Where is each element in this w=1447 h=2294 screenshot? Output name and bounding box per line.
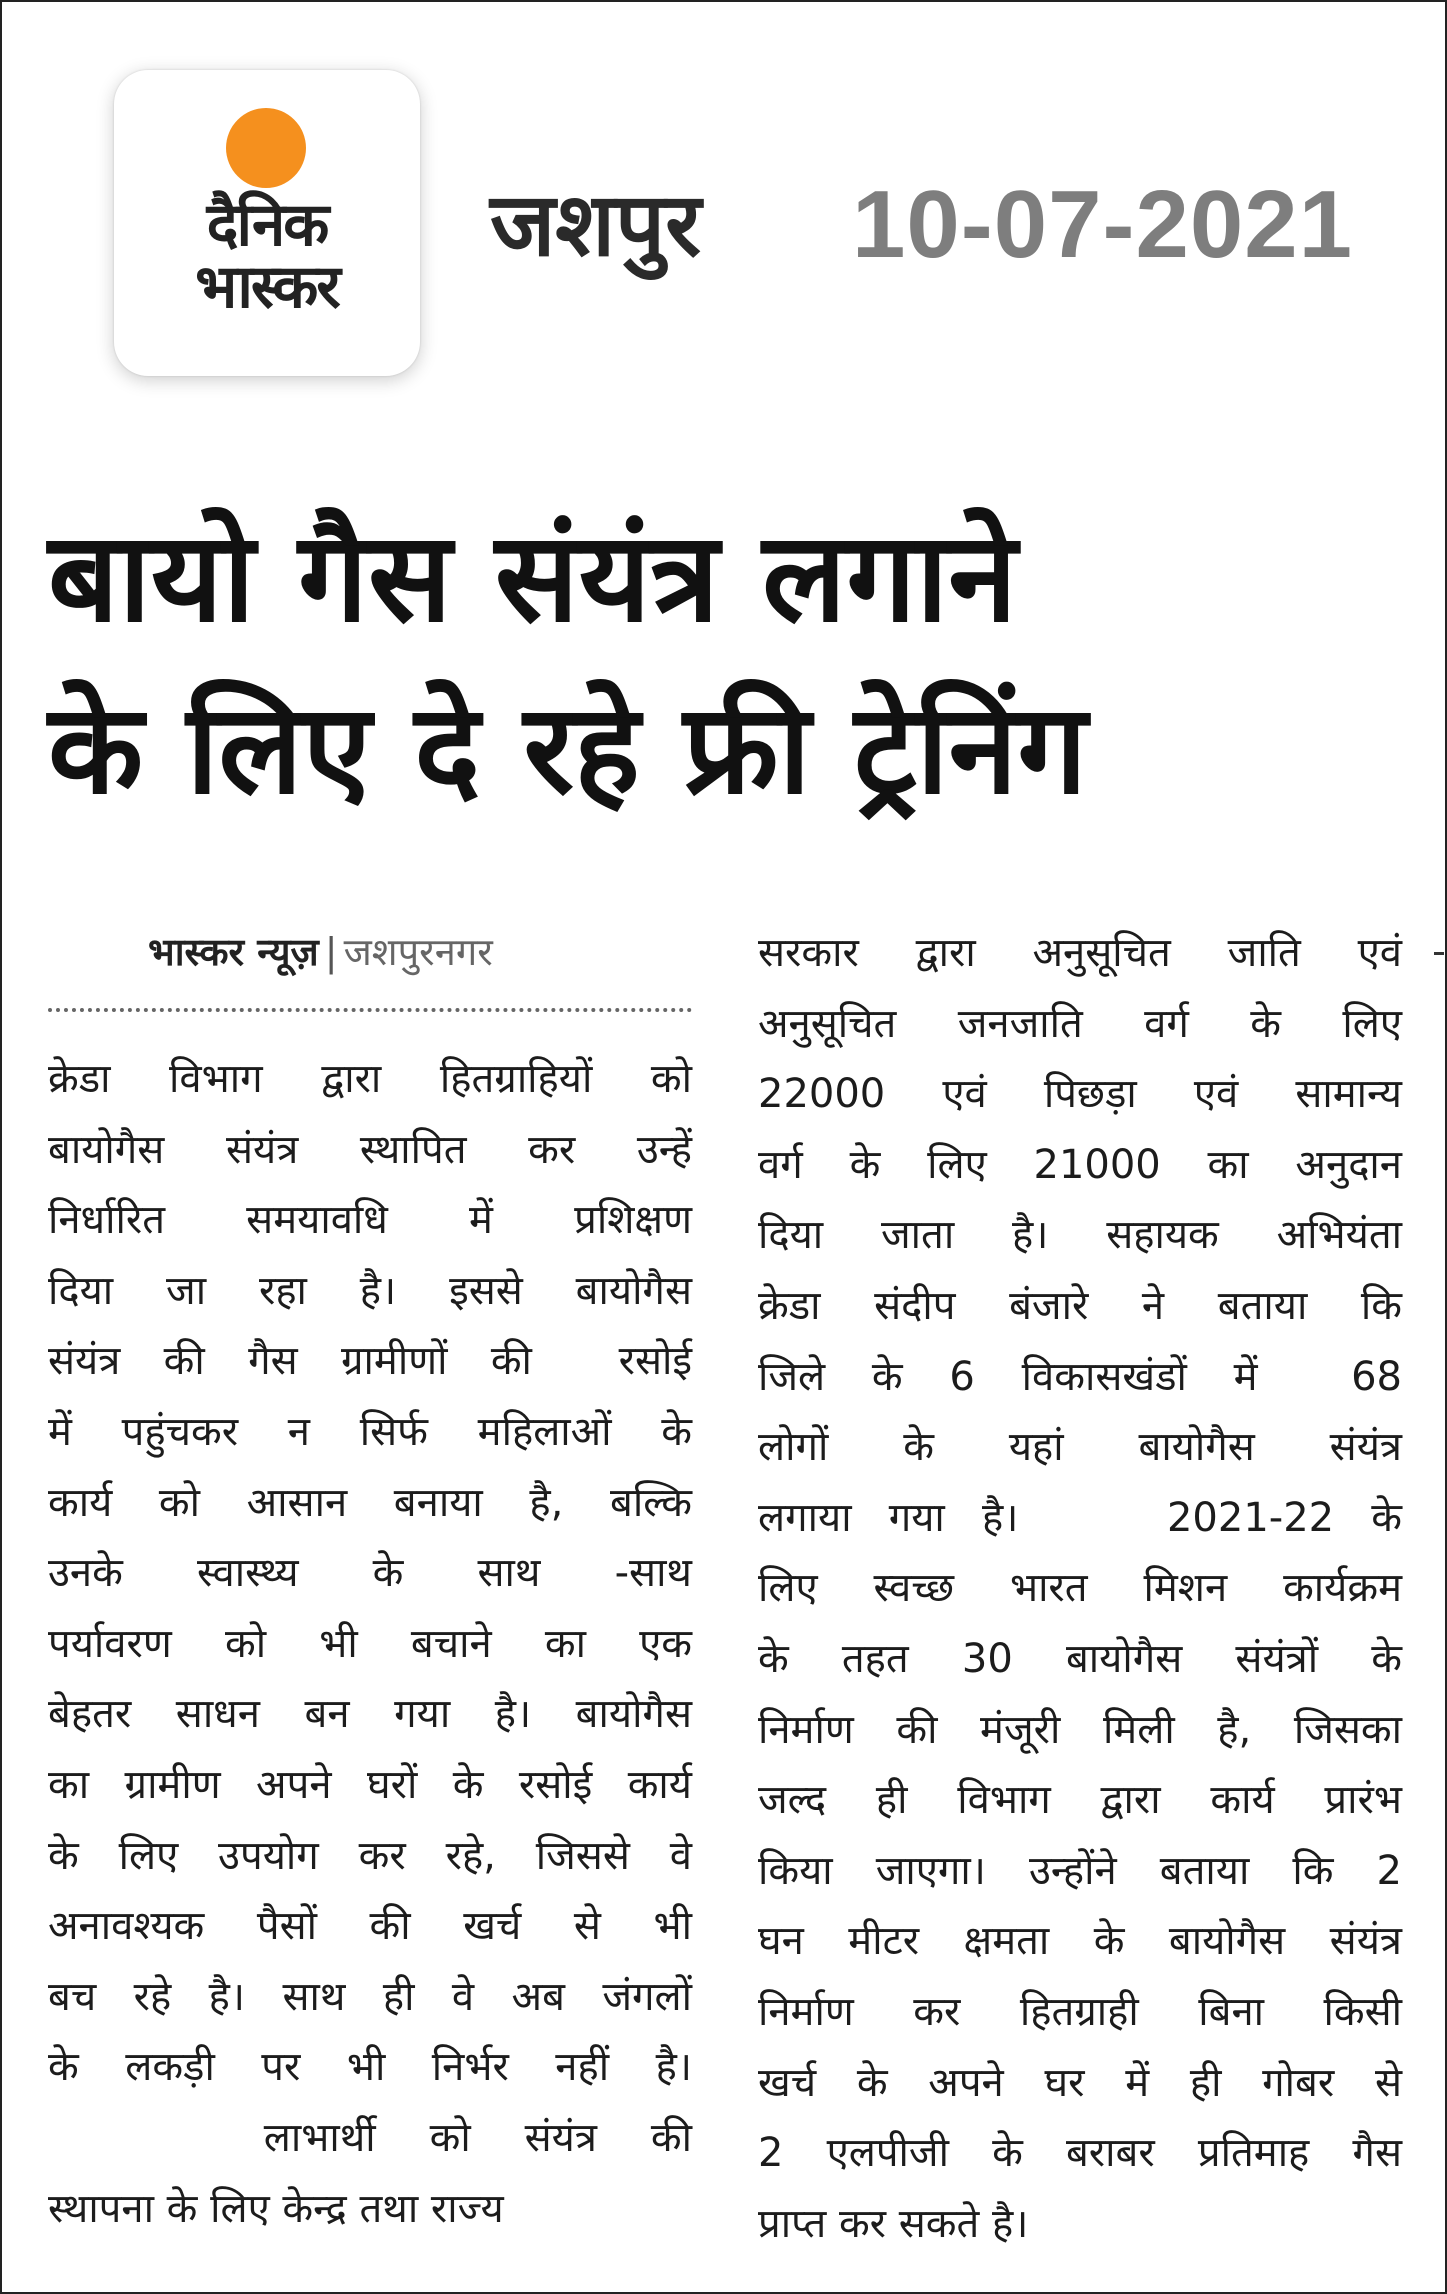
article-text-line: निर्माण की मंजूरी मिली है, जिसका (758, 1706, 1402, 1753)
article-column-2 (758, 918, 1402, 2259)
article-text-line: पर्यावरण को भी बचाने का एक (48, 1620, 692, 1667)
article-text-line: अनुसूचित जनजाति वर्ग के लिए (758, 1000, 1402, 1047)
article-text-line: निर्धारित समयावधि में प्रशिक्षण (48, 1197, 692, 1244)
article-text-line: जिले के 6 विकासखंडों में 68 (758, 1353, 1402, 1400)
article-text-line: का ग्रामीण अपने घरों के रसोई कार्य (48, 1761, 692, 1808)
byline-separator: | (324, 930, 338, 974)
edge-mark (1434, 952, 1444, 955)
article-text-line: सरकार द्वारा अनुसूचित जाति एवं (758, 930, 1402, 976)
article-text-line: दिया जा रहा है। इससे बायोगैस (48, 1267, 692, 1314)
article-text-line: लोगों के यहां बायोगैस संयंत्र (758, 1424, 1402, 1471)
article-text-line: 2 एलपीजी के बराबर प्रतिमाह गैस (758, 2130, 1402, 2177)
headline-line1: बायो गैस संयंत्र लगाने (48, 506, 1018, 650)
edition-name: जशपुर (490, 173, 702, 276)
article-text-line: में पहुंचकर न सिर्फ महिलाओं के (48, 1408, 692, 1455)
headline-line2: के लिए दे रहे फ्री ट्रेनिंग (48, 678, 1088, 822)
sun-logo-icon (226, 108, 306, 188)
article-text-line: अनावश्यक पैसों की खर्च से भी (48, 1903, 692, 1950)
article-text-line: वर्ग के लिए 21000 का अनुदान (758, 1141, 1402, 1188)
article-text-line: घन मीटर क्षमता के बायोगैस संयंत्र (758, 1918, 1402, 1965)
article-text-line: क्रेडा विभाग द्वारा हितग्राहियों को (48, 1056, 692, 1102)
article-text-line: जल्द ही विभाग द्वारा कार्य प्रारंभ (758, 1777, 1402, 1824)
article-text-line: किया जाएगा। उन्होंने बताया कि 2 (758, 1847, 1402, 1894)
article-text-line: लिए स्वच्छ भारत मिशन कार्यक्रम (758, 1565, 1402, 1612)
article-text-line: लाभार्थी को संयंत्र की (48, 2114, 692, 2161)
article-text-line: संयंत्र की गैस ग्रामीणों की रसोई (48, 1338, 692, 1385)
logo-text-line2: भास्कर (195, 252, 339, 322)
byline-place: जशपुरनगर (343, 930, 493, 974)
article-text-line: क्रेडा संदीप बंजारे ने बताया कि (758, 1282, 1402, 1329)
dainik-bhaskar-logo (114, 70, 420, 376)
logo-text-line1: दैनिक (206, 190, 328, 260)
headline (48, 492, 1408, 836)
article-text-line: 22000 एवं पिछड़ा एवं सामान्य (758, 1071, 1402, 1118)
article-text-line: स्थापना के लिए केन्द्र तथा राज्य (48, 2185, 504, 2232)
article-text-line: उनके स्वास्थ्य के साथ -साथ (48, 1550, 692, 1597)
byline (148, 924, 493, 980)
article-text-line: बेहतर साधन बन गया है। बायोगैस (48, 1691, 692, 1738)
byline-agency: भास्कर न्यूज़ (148, 930, 319, 974)
article-text-line: दिया जाता है। सहायक अभियंता (758, 1212, 1402, 1259)
article-text-line: के लिए उपयोग कर रहे, जिससे वे (48, 1832, 692, 1879)
article-text-line: कार्य को आसान बनाया है, बल्कि (48, 1479, 692, 1526)
article-text-line: खर्च के अपने घर में ही गोबर से (758, 2059, 1402, 2106)
article-text-line: के लकड़ी पर भी निर्भर नहीं है। (48, 2044, 692, 2091)
article-text-line: बच रहे है। साथ ही वे अब जंगलों (48, 1973, 692, 2020)
article-text-line: के तहत 30 बायोगैस संयंत्रों के (758, 1635, 1402, 1682)
dotted-divider (48, 1008, 692, 1012)
article-text-line: बायोगैस संयंत्र स्थापित कर उन्हें (48, 1126, 692, 1173)
publication-date: 10-07-2021 (852, 171, 1354, 278)
article-column-1 (48, 1044, 692, 2244)
article-text-line: लगाया गया है। 2021-22 के (758, 1494, 1402, 1541)
article-text-line: निर्माण कर हितग्राही बिना किसी (758, 1988, 1402, 2035)
article-text-line: प्राप्त कर सकते है। (758, 2200, 1029, 2247)
